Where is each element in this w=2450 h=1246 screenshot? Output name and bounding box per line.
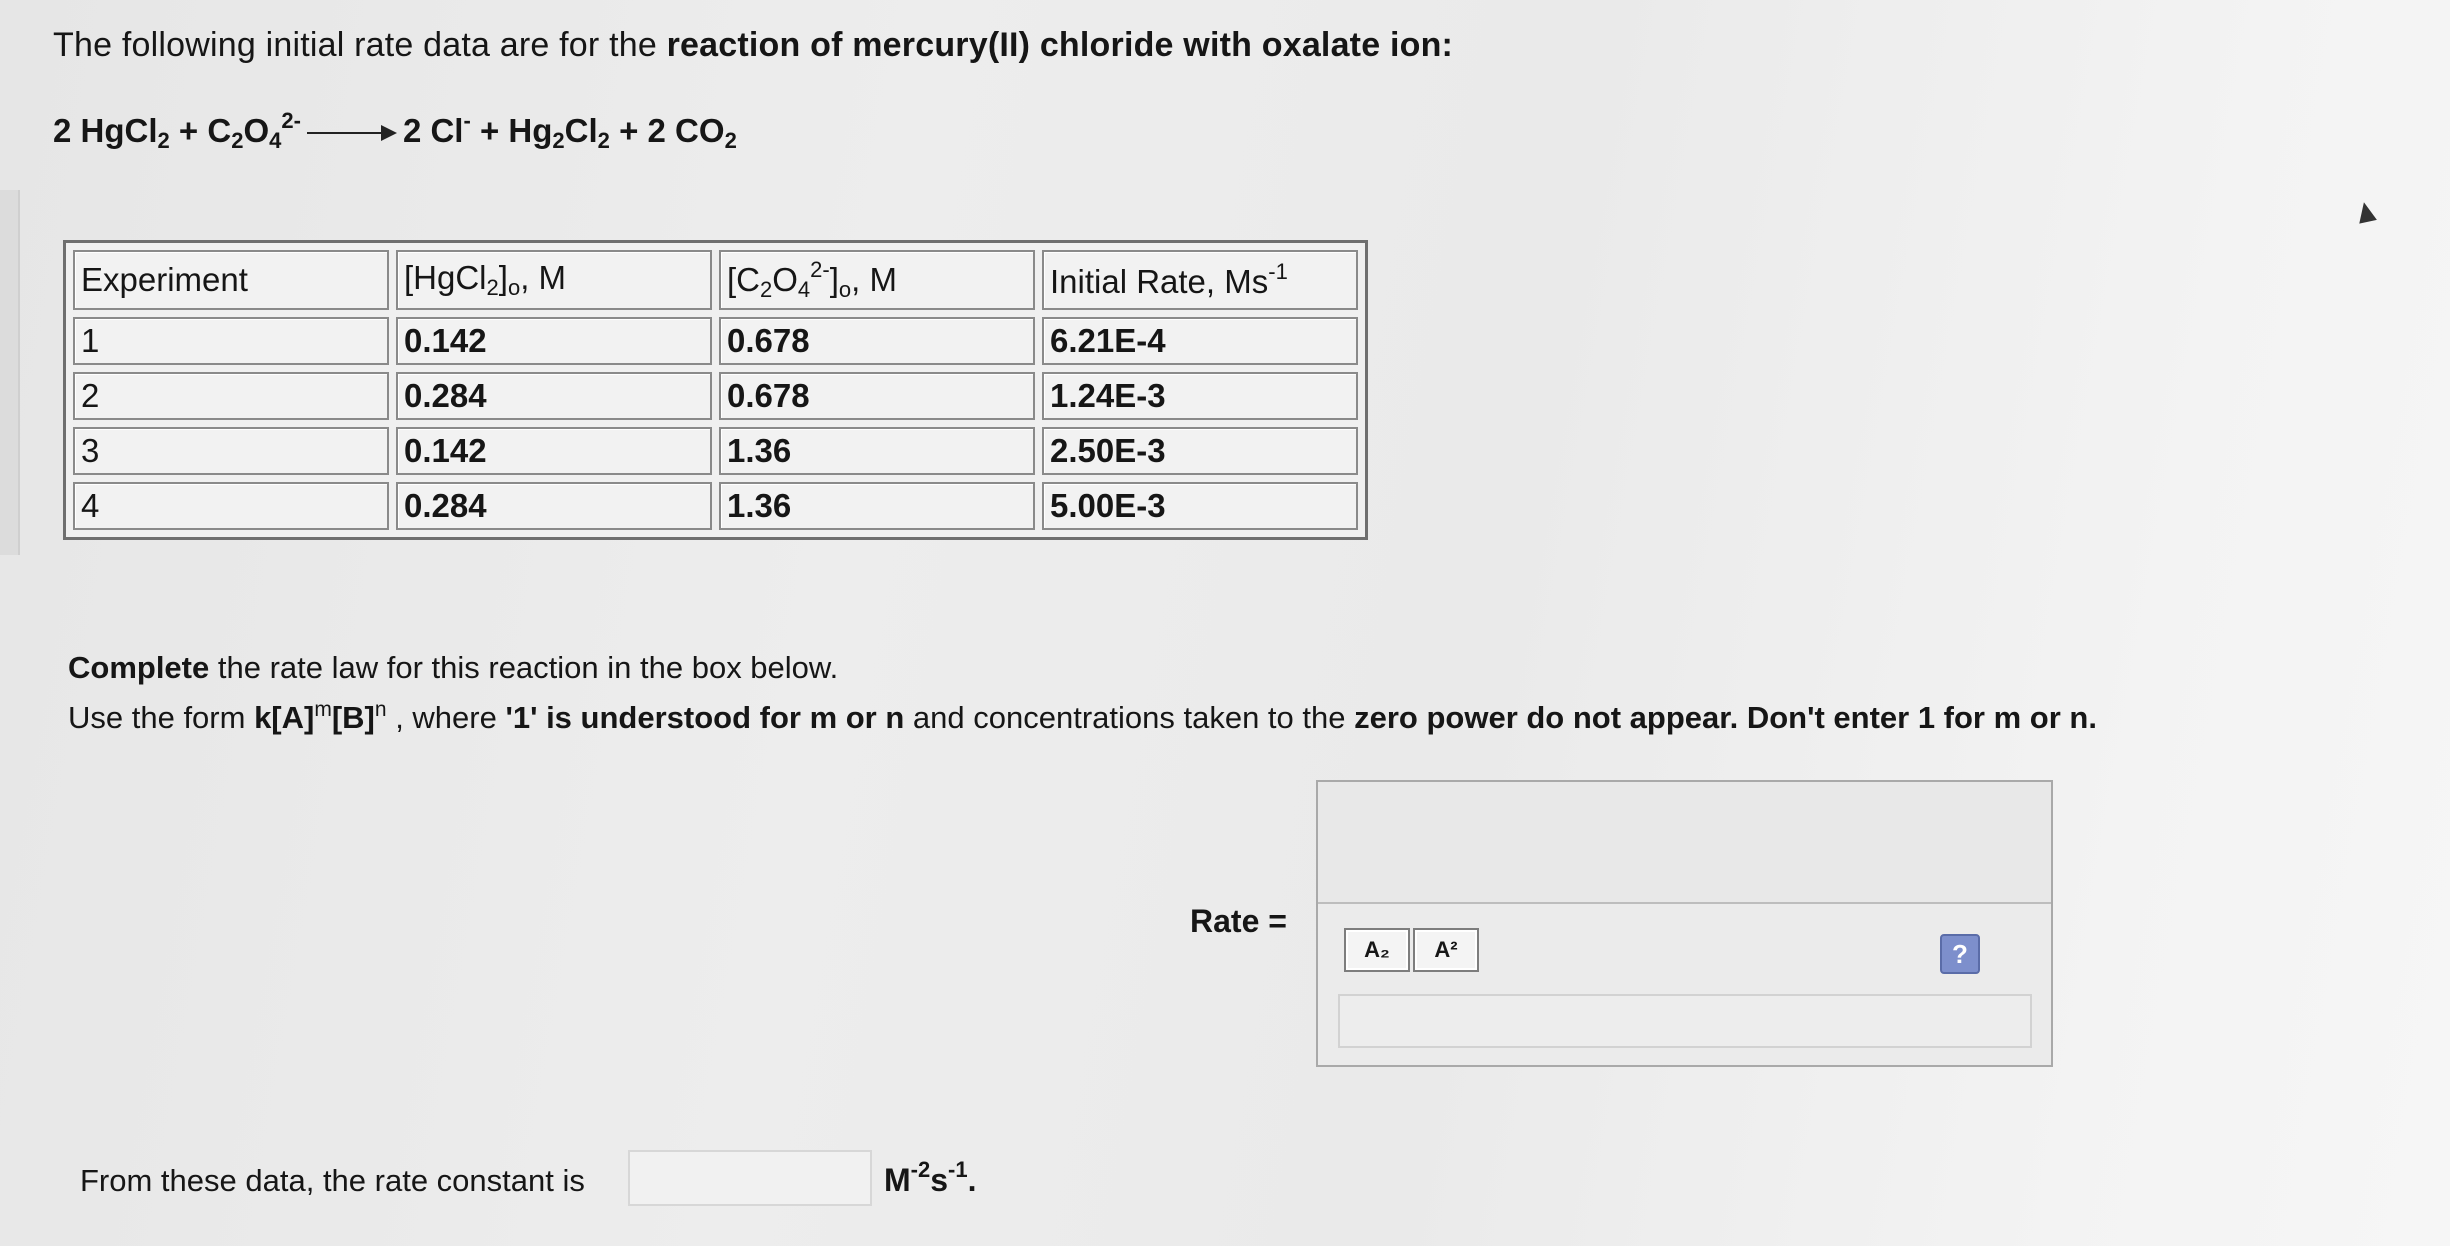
cell-hgcl2: 0.284 [396, 372, 712, 420]
instruction-line-2 [68, 698, 2097, 736]
cell-experiment: 2 [73, 372, 389, 420]
instr-sup: m [314, 698, 332, 721]
cell-oxalate: 1.36 [719, 482, 1035, 530]
eq-sup: - [463, 108, 471, 133]
superscript-button[interactable]: A² [1413, 928, 1479, 972]
instr-text: Use the form [68, 700, 255, 735]
eq-term: Cl [564, 112, 598, 149]
instruction-line-1 [68, 650, 838, 686]
eq-sub: 4 [269, 128, 282, 153]
eq-term: + C [169, 112, 232, 149]
instr-bold: Complete [68, 650, 210, 685]
cell-experiment: 3 [73, 427, 389, 475]
cell-experiment: 4 [73, 482, 389, 530]
unit-sup: -2 [910, 1157, 931, 1182]
cell-oxalate: 1.36 [719, 427, 1035, 475]
instr-sup: n [374, 698, 387, 721]
intro-text: The following initial rate data are for the [53, 26, 667, 64]
eq-sub: 2 [157, 128, 170, 153]
instr-bold: k[A] [254, 700, 315, 735]
eq-term: + 2 CO [609, 112, 725, 149]
cell-oxalate: 0.678 [719, 372, 1035, 420]
eq-sub: 2 [231, 128, 244, 153]
help-button[interactable]: ? [1940, 934, 1980, 974]
left-panel-edge [0, 190, 20, 555]
cell-hgcl2: 0.142 [396, 317, 712, 365]
question-intro [53, 26, 1453, 65]
rate-constant-input[interactable] [628, 1150, 872, 1206]
rate-law-input[interactable] [1338, 994, 2032, 1048]
header-experiment: Experiment [73, 250, 389, 310]
unit-sup: -1 [948, 1157, 968, 1182]
rate-constant-units [884, 1157, 976, 1199]
cell-rate: 6.21E-4 [1042, 317, 1358, 365]
instr-text: and concentrations taken to the [904, 700, 1355, 735]
table-row [73, 372, 1358, 420]
instr-text: the rate law for this reaction in the box below. [209, 650, 839, 685]
eq-term: 2 HgCl [53, 112, 158, 149]
rate-constant-label: From these data, the rate constant is [80, 1163, 585, 1198]
table-row [73, 317, 1358, 365]
cell-rate: 1.24E-3 [1042, 372, 1358, 420]
eq-term: 2 Cl [402, 112, 464, 149]
reaction-equation [53, 108, 737, 154]
mouse-cursor-icon [2355, 200, 2377, 223]
cell-rate: 5.00E-3 [1042, 482, 1358, 530]
table-row [73, 482, 1358, 530]
eq-sub: 2 [724, 128, 737, 153]
unit-text: s [930, 1162, 949, 1198]
eq-sup: 2- [281, 108, 301, 133]
unit-text: M [884, 1162, 911, 1198]
header-oxalate: $[C_2O_4^{2-}]_o$, M [719, 250, 1035, 310]
eq-term: + Hg [470, 112, 553, 149]
eq-sub: 2 [552, 128, 565, 153]
rate-equals-label: Rate = [1190, 903, 1287, 939]
cell-hgcl2: 0.142 [396, 427, 712, 475]
header-hgcl2: $[HgCl_2]_o$, M [396, 250, 712, 310]
cell-rate: 2.50E-3 [1042, 427, 1358, 475]
reaction-arrow-icon [307, 130, 397, 136]
instr-bold: [B] [331, 700, 375, 735]
answer-preview-area [1318, 782, 2051, 904]
eq-term: O [243, 112, 270, 149]
eq-sub: 2 [597, 128, 610, 153]
instr-bold: '1' is understood for m or n [505, 700, 905, 735]
cell-hgcl2: 0.284 [396, 482, 712, 530]
cell-oxalate: 0.678 [719, 317, 1035, 365]
rate-law-answer-box [1316, 780, 2053, 1067]
rate-data-table [63, 240, 1368, 540]
table-header-row [73, 250, 1358, 310]
cell-experiment: 1 [73, 317, 389, 365]
header-initial-rate: Initial Rate, $Ms^{-1}$ [1042, 250, 1358, 310]
instr-text: , where [386, 700, 506, 735]
subscript-button[interactable]: A₂ [1344, 928, 1410, 972]
table-row [73, 427, 1358, 475]
unit-text: . [967, 1162, 977, 1198]
instr-bold: zero power do not appear. Don't enter 1 for m or n. [1354, 700, 2097, 735]
intro-bold-text: reaction of mercury(II) chloride with oxalate ion: [666, 26, 1454, 64]
